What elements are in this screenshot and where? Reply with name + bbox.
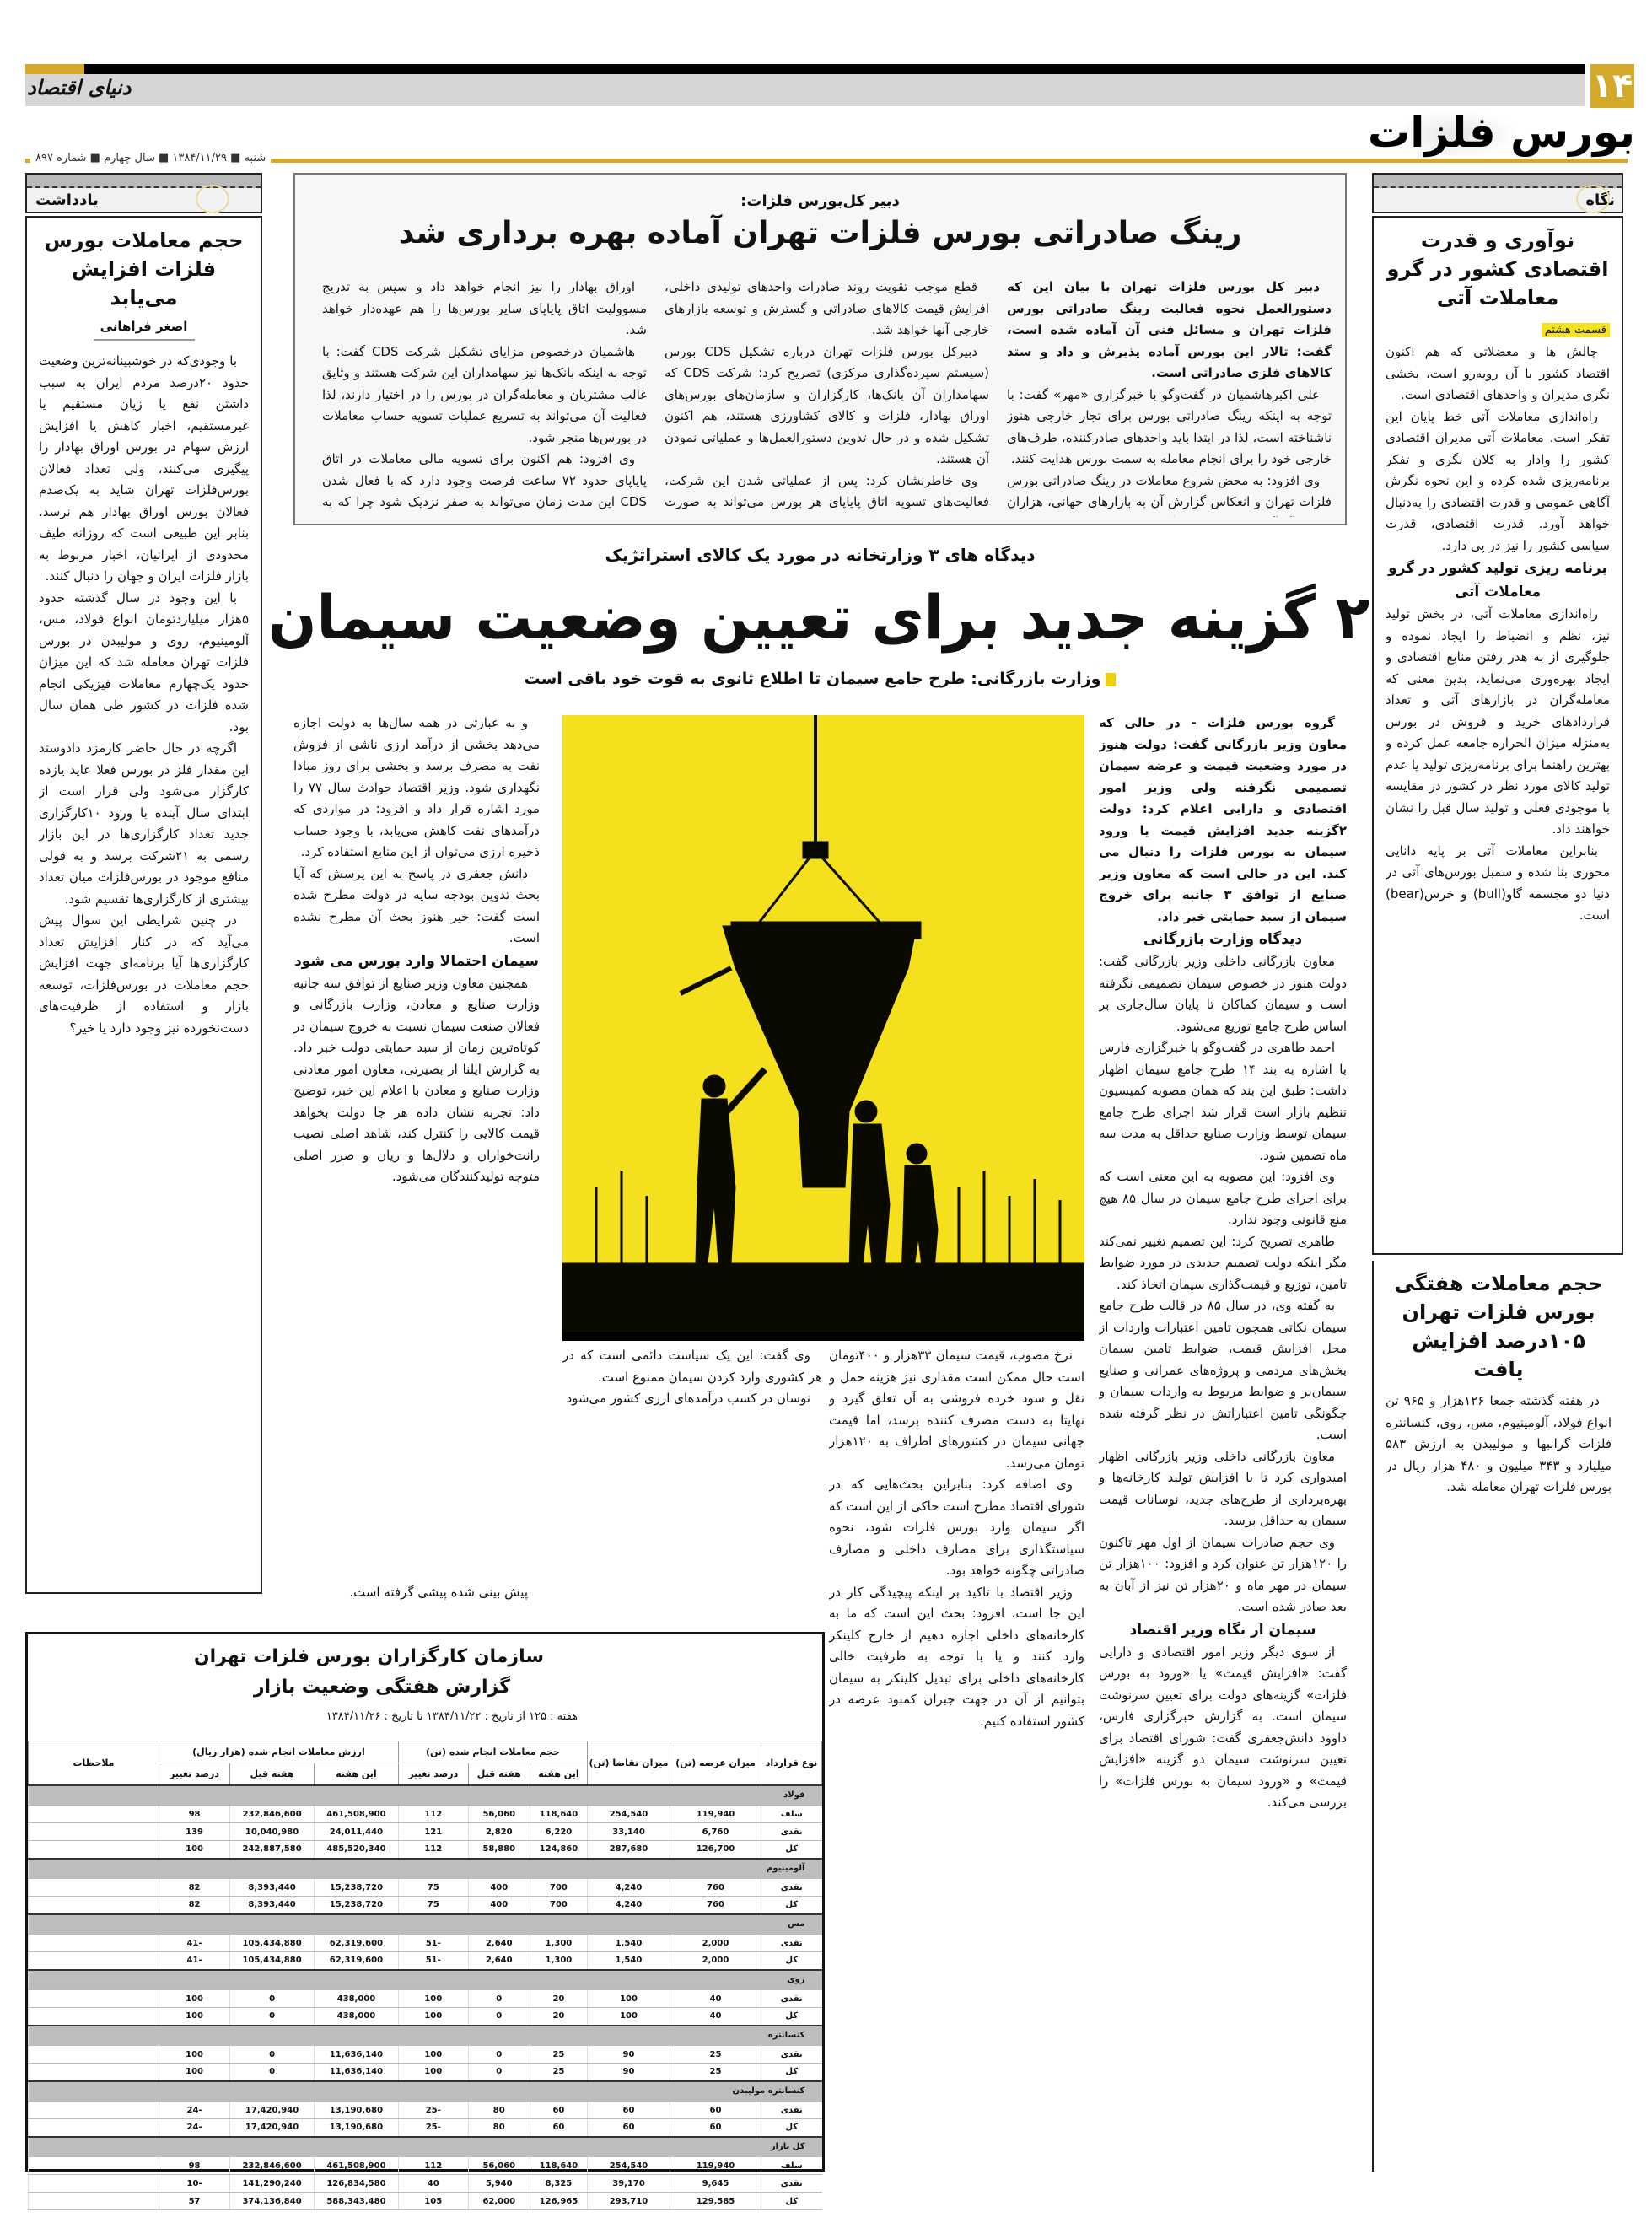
table-row [29,2102,822,2119]
article-title: حجم معاملات بورس فلزات افزایش می‌یابد [44,229,244,309]
newspaper-logo: دنیای اقتصاد [27,76,132,100]
notes-cell [29,2119,159,2137]
table-row [29,2119,822,2137]
table-cell: 60 [530,2102,587,2119]
table-cell: 58,880 [468,1841,530,1859]
table-cell: کل [761,2064,822,2081]
paragraph: در هفته گذشته جمعا ۱۲۶هزار و ۹۶۵ تن انواع فولاد، آلومینیوم، مس، روی، کنسانتره فلزات گرانبها و مولیبدن به ارزش ۵۸۳ میلیارد و ۳۴۳ میلیون و ۴۸۰ هزار ریال در بورس فلزات تهران معامله شد. [1386,1393,1612,1494]
notes-cell [29,2157,159,2175]
table-cell: 700 [530,1897,587,1914]
paragraph: معاون بازرگانی داخلی وزیر بازرگانی گفت: دولت هنوز در خصوص سیمان تصمیمی نگرفته است و سیمان کماکان تا پایان سال‌جاری بر اساس طرح جامع توزیع می‌شود. [1099,954,1347,1034]
table-cell: 760 [670,1897,761,1914]
table-cell: 0 [468,2046,530,2064]
table-cell: 33,140 [588,1823,670,1841]
story-column [1007,277,1332,517]
table-cell: -10 [159,2175,230,2193]
table-cell: 438,000 [315,1990,399,2008]
table-cell: 90 [588,2064,670,2081]
table-cell: -25 [398,2119,468,2137]
paragraph: پیش بینی شده پیشی گرفته است. [349,1585,528,1600]
table-cell: 100 [159,1841,230,1859]
table-cell: -41 [159,1935,230,1952]
paragraph: با این وجود در سال گذشته حدود ۵هزار میلیاردتومان انواع فولاد، مس، آلومینیوم، روی و مولیبدن در بورس فلزات تهران معامله شد که این میزان حدود یک‌چهارم معاملات فیزیکی انجام شده فلزات در کشور طی همان سال بود. [39,589,249,735]
page-number: ۱۴ [1590,64,1634,108]
report-title: گزارش هفتگی وضعیت بازار [253,1677,510,1698]
paragraph: راه‌اندازی معاملات آتی، در بخش تولید نیز، نظم و انضباط را ایجاد نموده و جلوگیری از به هدر رفتن منابع اقتصادی و ایجاد بهره‌وری می‌نماید، بدین معنی که معامله‌گران در بازارهای آتی و تعداد قراردادهای خرید و فروش در بورس به‌منزله میزان الحراره جامعه عمل کرده و بهترین راهنما برای برنامه‌ریزی تولید یا عدم تولید کالای مورد نظر در کشور در مقایسه با موجودی فعلی و تولید سال قبل را نشان خواهند داد. [1386,606,1610,837]
paragraph: گروه بورس فلزات - در حالی که معاون وزیر بازرگانی گفت: دولت هنوز در مورد وضعیت قیمت و عرضه سیمان تصمیمی نگرفته ولی وزیر امور اقتصادی و دارایی اعلام کرد: دولت ۲گزینه جدید افزایش قیمت یا ورود سیمان به بورس فلزات را دنبال می کند. این در حالی است که معاون وزیر صنایع از توافق ۳ جانبه برای خروج سیمان از سبد حمایتی خبر داد. [1099,715,1347,924]
table-cell: 126,700 [670,1841,761,1859]
commodity-group-row [29,1859,822,1879]
weekly-volume-article [1372,1261,1623,2172]
table-cell: 118,640 [530,2157,587,2175]
paragraph: وی گفت: این یک سیاست دائمی است که در هر کشوری وارد کردن سیمان ممنوع است. [562,1348,822,1385]
article-body [1386,342,1610,1261]
table-cell: 1,540 [588,1952,670,1970]
table-cell: 57 [159,2193,230,2210]
notes-cell [29,1841,159,1859]
subtitle-text: وزارت بازرگانی: طرح جامع سیمان تا اطلاع ثانوی به قوت خود باقی است [524,670,1101,688]
table-cell: 105 [398,2193,468,2210]
table-cell: 112 [398,1806,468,1823]
paragraph: و به عبارتی در همه سال‌ها به دولت اجازه می‌دهد بخشی از درآمد ارزی ناشی از فروش نفت به مصرف برسد و بخشی برای روز مبادا نگهداری شود. وزیر اقتصاد حوادث سال ۷۷ را مورد اشاره قرار داد و افزود: در مواردی که درآمدهای نفت کاهش می‌یابد، با وجود حساب ذخیره ارزی می‌توان از این منابع استفاده کرد. [293,715,540,859]
table-cell: 82 [159,1897,230,1914]
paragraph: نرخ مصوب، قیمت سیمان ۳۳هزار و ۴۰۰تومان است حال ممکن است مقداری نیز هزینه حمل و نقل و سود خرده فروشی به آن تعلق گیرد و نهایتا به دست مصرف کننده برسد، اما قیمت جهانی سیمان در کشورهای اطراف به ۱۲۰هزار تومان می‌رسد. [829,1348,1084,1471]
article-title: حجم معاملات هفتگی بورس فلزات تهران ۱۰۵درصد افزایش یافت [1394,1272,1603,1381]
table-cell: 141,290,240 [230,2175,315,2193]
table-cell: 17,420,940 [230,2119,315,2137]
table-cell: 98 [159,1806,230,1823]
table-row [29,2193,822,2210]
header-value-pct: درصد تغییر [159,1763,230,1785]
table-cell: 588,343,480 [315,2193,399,2210]
paragraph: هاشمیان درخصوص مزایای تشکیل شرکت CDS گفت: با توجه به اینکه بانک‌ها نیز سهامداران این شرکت هستند و وثایق غالب مشتریان و معامله‌گران در بورس را در اختیار دارند، لذا فعالیت آن می‌تواند به تسریع عملیات تسویه حساب معاملات در بورس‌ها منجر شود. [322,343,647,445]
table-cell: 6,760 [670,1823,761,1841]
table-cell: 8,325 [530,2175,587,2193]
subheading: دیدگاه وزارت بازرگانی [1143,931,1303,948]
table-cell: 56,060 [468,2157,530,2175]
paragraph: همچنین معاون وزیر صنایع از توافق سه جانبه وزارت صنایع و معادن، وزارت بازرگانی و فعالان صنعت سیمان نسبت به خروج سیمان در کوتاه‌ترین زمان از سبد حمایتی دولت خبر داد. به گزارش ایلنا از بصیرتی، معاون امور معادنی وزارت صنایع و معادن با اعلام این خبر، توضیح داد: تجربه نشان داده هر جا دولت بخواهد قیمت کالایی را کنترل کند، شاهد اصلی نصیب رانت‌خواران و دلال‌ها و زیان و ضرر اصلی متوجه تولیدکنندگان می‌شود. [293,975,540,1184]
table-cell: 2,820 [468,1823,530,1841]
table-cell: 400 [468,1897,530,1914]
table-cell: 119,940 [670,1806,761,1823]
table-cell: 0 [468,2064,530,2081]
masthead-band [25,74,1585,106]
paragraph: وی خاطرنشان کرد: پس از عملیاتی شدن این شرکت، فعالیت‌های تسویه اتاق پایاپای هر بورس می‌تواند به صورت [665,472,989,509]
table-cell: 100 [159,1990,230,2008]
paragraph: قطع موجب تقویت روند صادرات واحدهای تولیدی داخلی، افزایش قیمت کالاهای صادراتی و گسترش و توسعه بازارهای خارجی آنها خواهد شد. [665,279,989,337]
commodity-name: کنسانتره مولیبدن [29,2081,822,2102]
table-cell: 461,508,900 [315,1806,399,1823]
table-cell: 4,240 [588,1897,670,1914]
table-row [29,2175,822,2193]
table-cell: 39,170 [588,2175,670,2193]
table-cell: 11,636,140 [315,2064,399,2081]
story-column [322,277,647,517]
table-cell: 15,238,720 [315,1879,399,1897]
table-cell: 100 [398,2008,468,2026]
table-cell: کل [761,2193,822,2210]
header-value-last-week: هفته قبل [230,1763,315,1785]
table-cell: 112 [398,1841,468,1859]
notes-cell [29,1990,159,2008]
header-volume-this-week: این هفته [530,1763,587,1785]
story-column [562,1345,822,1607]
paragraph: به گفته وی، در سال ۸۵ در قالب طرح جامع سیمان نکاتی همچون تامین اعتبارات واردات از محل افزایش قیمت، ضوابط تامین سیمان بخش‌های مردمی و پروژه‌های عمرانی و صنایع سیمان‌بر و ضوابط مربوط به واردات سیمان و چگونگی تامین اعتباراتش در نظر گرفته شده است. [1099,1298,1347,1442]
table-cell: نقدی [761,1879,822,1897]
paragraph: از سوی دیگر وزیر امور اقتصادی و دارایی گفت: «افزایش قیمت» یا «ورود به بورس فلزات» گزینه‌های دولت برای تعیین سرنوشت سیمان است. به گزارش خبرگزاری فارس، داوود دانش‌جعفری گفت: شورای اقتصاد برای تعیین سرنوشت سیمان دو گزینه «افزایش قیمت» و «ورود سیمان به بورس فلزات» را بررسی می‌کند. [1099,1644,1347,1810]
header-contract-type: نوع قرارداد [761,1741,822,1785]
header-volume-last-week: هفته قبل [468,1763,530,1785]
paragraph: وی افزود: هم اکنون برای تسویه مالی معاملات در اتاق پایاپای حدود ۷۲ ساعت فرصت وجود دارد که با فعال شدن CDS این مدت زمان می‌تواند به صفر نزدیک شود چرا که به [322,451,647,509]
table-cell: 438,000 [315,2008,399,2026]
table-cell: 2,000 [670,1952,761,1970]
table-row [29,2008,822,2026]
table-row [29,1952,822,1970]
column-label: یادداشت [35,191,99,209]
table-cell: 80 [468,2102,530,2119]
table-cell: -51 [398,1952,468,1970]
header-value-group: ارزش معاملات انجام شده (هزار ریال) [159,1741,399,1763]
table-cell: سلف [761,2157,822,2175]
table-cell: 80 [468,2119,530,2137]
table-cell: -24 [159,2102,230,2119]
table-cell: 82 [159,1879,230,1897]
table-cell: 124,860 [530,1841,587,1859]
commodity-group-row [29,2137,822,2157]
paragraph: وی افزود: به محض شروع معاملات در رینگ صادراتی بورس فلزات تهران و انعکاس گزارش آن به بازارهای جهانی، هزاران [1007,472,1332,509]
table-cell: 90 [588,2046,670,2064]
paragraph: دبیرکل بورس فلزات تهران درباره تشکیل CDS بورس (سیستم سپرده‌گذاری مرکزی) تصریح کرد: شرکت CDS که سهامداران آن بانک‌ها، کارگزاران و سازمان‌های بورس‌های اوراق بهادار، فلزات و کالای کشاورزی هستند، هم اکنون تشکیل شده و در حال تدوین دستورالعمل‌ها و عملیاتی نمودن آن هستند. [665,343,989,466]
story-column [293,713,540,1581]
table-cell: 8,393,440 [230,1897,315,1914]
viewpoint-article [1372,216,1623,1255]
table-cell: 0 [230,2064,315,2081]
table-cell: -41 [159,1952,230,1970]
cement-construction-photo [562,715,1084,1332]
table-cell: 105,434,880 [230,1952,315,1970]
table-cell: 232,846,600 [230,1806,315,1823]
table-cell: 60 [530,2119,587,2137]
table-row [29,1841,822,1859]
table-cell: 100 [159,2046,230,2064]
subheading: سیمان احتمالا وارد بورس می شود [293,952,539,970]
series-badge: قسمت هشتم [1542,323,1610,337]
article-body [39,351,249,1616]
subheading: برنامه ریزی تولید کشور در گرو معاملات آتی [1388,560,1607,600]
article-title: نوآوری و قدرت اقتصادی کشور در گرو معاملات آتی [1386,229,1609,309]
table-cell: 4,240 [588,1879,670,1897]
main-story-kicker: دیدگاه های ۳ وزارتخانه در مورد یک کالای استراتژیک [605,545,1036,565]
notes-cell [29,2064,159,2081]
table-cell: 60 [588,2119,670,2137]
commodity-group-row [29,2026,822,2046]
table-cell: 62,000 [468,2193,530,2210]
story-column [1099,713,1347,2159]
paragraph: با وجودی‌که در خوشبینانه‌ترین وضعیت حدود ۲۰درصد مردم ایران به سبب داشتن نفع یا زیان مستقیم یا غیرمستقیم، اخبار کاهش یا افزایش ارزش سهام در بورس اوراق بهادار را پیگیری می‌کنند، ولی تعداد فعالان بورس‌فلزات تهران شاید به یک‌صدم فعالان بورس اوراق بهادار هم نرسد. بنابر این طبیعی است که روزانه طیف محدودی از ایرانیان، اخبار مربوط به بازار فلزات ایران و جهان را دنبال کنند. [39,353,249,584]
paragraph: علی اکبرهاشمیان در گفت‌وگو با خبرگزاری «مهر» گفت: با توجه به اینکه رینگ صادراتی بورس برای تجار خارجی هنوز ناشناخته است، لذا در ابتدا باید واحدهای صادرکننده، طرف‌های خارجی خود را برای انجام معامله به سمت بورس هدایت کنند. [1007,386,1332,466]
table-cell: 25 [530,2046,587,2064]
table-cell: 126,965 [530,2193,587,2210]
notes-cell [29,1879,159,1897]
paragraph: وی حجم صادرات سیمان از اول مهر تاکنون را ۱۲۰هزار تن عنوان کرد و افزود: ۱۰۰هزار تن سیمان در مهر ماه و ۲۰هزار تن نیز از آبان به بعد صادر شده است. [1099,1534,1347,1614]
table-cell: 0 [230,2046,315,2064]
header-supply: میزان عرضه (تن) [670,1741,761,1785]
commodity-group-row [29,1914,822,1935]
commodity-group-row [29,2081,822,2102]
top-story [293,173,1347,525]
table-cell: 2,000 [670,1935,761,1952]
table-cell: 119,940 [670,2157,761,2175]
notes-cell [29,2102,159,2119]
bullet-square-icon [1106,673,1116,686]
table-cell: -24 [159,2119,230,2137]
table-cell: 75 [398,1897,468,1914]
commodity-name: کل بازار [29,2137,822,2157]
table-cell: 100 [588,2008,670,2026]
header-volume-pct: درصد تغییر [398,1763,468,1785]
table-cell: 760 [670,1879,761,1897]
table-cell: نقدی [761,1990,822,2008]
paragraph: در چنین شرایطی این سوال پیش می‌آید که در کنار افزایش تعداد کارگزاری‌ها آیا برنامه‌ای جهت افزایش حجم معاملات در بورس‌فلزات، توسعه بازار و استفاده از ظرفیت‌های دست‌نخورده نیز وجود دارد یا خیر؟ [39,912,249,1036]
globe-icon [196,185,229,213]
table-cell: 100 [159,2008,230,2026]
report-table [28,1741,822,2210]
story-column [829,1345,1084,2159]
paragraph: راه‌اندازی معاملات آتی خط پایان این تفکر است. معاملات آتی مدیران اقتصادی کشور را وادار به کلان نگری و تفکر برنامه‌ریزی شده کرده و این نحوه نگرش آگاهی عمومی و قدرت اقتصادی را به‌دنبال خواهد آورد. قدرت اقتصادی، قدرت سیاسی کشور را نیز در پی دارد. [1386,408,1610,553]
paragraph: نوسان در کسب درآمدهای ارزی کشور می‌شود [566,1391,810,1406]
table-cell: 1,300 [530,1935,587,1952]
header-notes: ملاحظات [29,1741,159,1785]
story-kicker: دبیر کل‌بورس فلزات: [740,192,900,210]
commodity-name: آلومینیوم [29,1859,822,1879]
paragraph: اوراق بهادار را نیز انجام خواهد داد و سپس به تدریج مسوولیت اتاق پایاپای سایر بورس‌ها را هم عهده‌دار خواهد شد. [322,279,647,337]
author-byline: اصغر فراهانی [94,319,195,341]
paragraph: دبیر کل بورس فلزات تهران با بیان این که دستورالعمل نحوه فعالیت رینگ صادراتی بورس فلزات تهران و مسائل فنی آن آماده شده است، گفت: تالار این بورس آماده پذیرش و داد و ستد کالاهای فلزی صادراتی است. [1007,279,1332,380]
table-cell: 60 [670,2102,761,2119]
table-cell: 254,540 [588,1806,670,1823]
photo-caption-bar [562,1332,1084,1341]
table-cell: 62,319,600 [315,1952,399,1970]
paragraph: معاون بازرگانی داخلی وزیر بازرگانی اظهار امیدواری کرد تا با افزایش تولید کارخانه‌ها و بهره‌برداری از طرح‌های جدید، نوسانات قیمت سیمان به حداقل برسد. [1099,1448,1347,1528]
main-story-headline: ۲ گزینه جدید برای تعیین وضعیت سیمان [267,582,1370,653]
table-cell: 6,220 [530,1823,587,1841]
table-row [29,1879,822,1897]
opinion-article [25,216,262,1594]
table-cell: 15,238,720 [315,1897,399,1914]
story-column [665,277,989,517]
table-cell: 0 [468,2008,530,2026]
header-volume-group: حجم معاملات انجام شده (تن) [398,1741,587,1763]
table-cell: 98 [159,2157,230,2175]
header-demand: میزان تقاضا (تن) [588,1741,670,1785]
table-cell: 13,190,680 [315,2119,399,2137]
paragraph: بنابراین معاملات آتی بر پایه دانایی محوری بنا شده و سمبل بورس‌های آتی در دنیا دو مجسمه گاو(bull) و خرس(bear) است. [1386,842,1610,923]
paragraph: احمد طاهری در گفت‌وگو با خبرگزاری فارس با اشاره به بند ۱۴ طرح جامع سیمان اظهار داشت: طبق این بند که همان مصوبه کمیسیون تنظیم بازار است قرار شد اجرای طرح جامع سیمان توسط وزارت صنایع حداقل به مدت سه ماه تضمین شود. [1099,1040,1347,1163]
table-cell: 62,319,600 [315,1935,399,1952]
notes-cell [29,1823,159,1841]
table-cell: 20 [530,2008,587,2026]
table-cell: 40 [670,1990,761,2008]
table-cell: 100 [398,1990,468,2008]
table-cell: 17,420,940 [230,2102,315,2119]
table-cell: 20 [530,1990,587,2008]
table-cell: 121 [398,1823,468,1841]
table-cell: 25 [670,2064,761,2081]
notes-cell [29,1806,159,1823]
table-cell: 100 [398,2064,468,2081]
story-title: رینگ صادراتی بورس فلزات تهران آماده بهره برداری شد [398,216,1242,250]
notes-cell [29,1897,159,1914]
table-row [29,1806,822,1823]
table-cell: کل [761,1841,822,1859]
table-cell: 485,520,340 [315,1841,399,1859]
table-cell: 100 [588,1990,670,2008]
globe-icon [1576,185,1610,213]
table-cell: 1,300 [530,1952,587,1970]
table-cell: 105,434,880 [230,1935,315,1952]
article-body [1386,1391,1612,2192]
paragraph: وی افزود: این مصوبه به این معنی است که برای اجرای طرح جامع سیمان در سال ۸۵ هیچ منع قانونی وجود ندارد. [1099,1169,1347,1227]
table-cell: 100 [398,2046,468,2064]
table-cell: کل [761,1952,822,1970]
table-cell: 8,393,440 [230,1879,315,1897]
dateline: شنبه ■ ۱۳۸۴/۱۱/۲۹ ■ سال چهارم ■ شماره ۸۹۷ [30,152,271,164]
table-cell: 40 [398,2175,468,2193]
table-cell: 242,887,580 [230,1841,315,1859]
table-cell: 129,585 [670,2193,761,2210]
table-cell: 700 [530,1879,587,1897]
notes-cell [29,1935,159,1952]
table-cell: 60 [670,2119,761,2137]
subheading: سیمان از نگاه وزیر اقتصاد [1129,1621,1316,1639]
table-cell: نقدی [761,2175,822,2193]
table-cell: نقدی [761,2046,822,2064]
column-label-box [25,173,262,213]
main-story-subtitle [293,670,1347,688]
table-cell: 60 [588,2102,670,2119]
table-cell: کل [761,2119,822,2137]
table-cell: کل [761,1897,822,1914]
column-label-box [1372,173,1623,213]
table-row [29,1897,822,1914]
table-cell: 0 [468,1990,530,2008]
notes-cell [29,2046,159,2064]
table-cell: -25 [398,2102,468,2119]
table-cell: 118,640 [530,1806,587,1823]
section-title: بورس فلزات [1368,108,1635,157]
table-cell: 126,834,580 [315,2175,399,2193]
table-row [29,1990,822,2008]
table-cell: نقدی [761,1935,822,1952]
report-org-title: سازمان کارگزاران بورس فلزات تهران [193,1646,544,1667]
notes-cell [29,1952,159,1970]
table-cell: 11,636,140 [315,2046,399,2064]
table-cell: 25 [530,2064,587,2081]
table-cell: 9,645 [670,2175,761,2193]
paragraph: اگرچه در حال حاضر کارمزد دادوستد این مقدار فلز در بورس فعلا عاید یازده کارگزار می‌شود ولی قرار است از ابتدای سال آینده با ورود ۱۰کارگزاری جدید تعداد کارگزاری‌ها در این بازار رسمی به ۲۱شرکت برسد و به قولی منافع موجود در بورس‌فلزات میان تعداد بیشتری از کارگزاری‌ها تقسیم شود. [39,740,249,907]
header-value-this-week: این هفته [315,1763,399,1785]
paragraph: وی اضافه کرد: بنابراین بحث‌هایی که در شورای اقتصاد مطرح است حاکی از این است که اگر سیمان وارد بورس فلزات شود، نحوه سیاستگذاری برای مصارف داخلی و مصارف صادراتی چگونه خواهد بود. [829,1477,1084,1578]
table-cell: کل [761,2008,822,2026]
table-cell: 139 [159,1823,230,1841]
table-row [29,2157,822,2175]
masthead-bar [25,64,1585,74]
table-row [29,2064,822,2081]
table-cell: 1,540 [588,1935,670,1952]
commodity-group-row [29,1785,822,1806]
story-column-end [293,1582,540,1604]
table-cell: -51 [398,1935,468,1952]
table-cell: 254,540 [588,2157,670,2175]
weekly-market-report [25,1632,825,2206]
table-cell: 0 [230,1990,315,2008]
table-cell: 400 [468,1879,530,1897]
table-cell: 10,040,980 [230,1823,315,1841]
table-cell: 5,940 [468,2175,530,2193]
notes-cell [29,2008,159,2026]
table-cell: 2,640 [468,1935,530,1952]
table-cell: 374,136,840 [230,2193,315,2210]
paragraph: دانش جعفری در پاسخ به این پرسش که آیا بحث تدوین بودجه سایه در دولت مطرح شده است گفت: خیر هنوز بحث آن مطرح نشده است. [293,865,540,945]
table-cell: 112 [398,2157,468,2175]
notes-cell [29,2175,159,2193]
table-cell: 0 [230,2008,315,2026]
commodity-name: روی [29,1970,822,1990]
notes-cell [29,2193,159,2210]
paragraph: طاهری تصریح کرد: این تصمیم تغییر نمی‌کند مگر اینکه دولت تصمیم جدیدی در مورد ضوابط تامین، توزیع و قیمت‌گذاری سیمان اتخاذ کند. [1099,1233,1347,1292]
table-cell: 100 [159,2064,230,2081]
table-cell: 232,846,600 [230,2157,315,2175]
table-cell: 293,710 [588,2193,670,2210]
table-cell: نقدی [761,2102,822,2119]
table-row [29,1823,822,1841]
table-cell: 75 [398,1879,468,1897]
table-cell: 40 [670,2008,761,2026]
table-cell: سلف [761,1806,822,1823]
table-cell: 287,680 [588,1841,670,1859]
commodity-group-row [29,1970,822,1990]
commodity-name: کنسانتره [29,2026,822,2046]
table-row [29,1935,822,1952]
table-cell: 13,190,680 [315,2102,399,2119]
report-period: هفته : ۱۲۵ از تاریخ : ۱۳۸۴/۱۱/۲۲ تا تاریخ : ۱۳۸۴/۱۱/۲۶ [326,1710,578,1723]
table-cell: 461,508,900 [315,2157,399,2175]
main-headline-area [268,570,1369,665]
paragraph: چالش ها و معضلاتی که هم اکنون اقتصاد کشور با آن روبه‌رو است، بخشی نگری مدیران و واحدهای اقتصادی است. [1386,344,1610,402]
table-cell: 56,060 [468,1806,530,1823]
masthead-accent [25,64,84,74]
table-cell: 24,011,440 [315,1823,399,1841]
table-cell: 25 [670,2046,761,2064]
paragraph: وزیر اقتصاد با تاکید بر اینکه پیچیدگی کار در این جا است، افزود: بحث این است که ما به کارخانه‌های داخلی اجازه دهیم از خارج کلینکر وارد کنند و یا با توجه به ظرفیت خالی کارخانه‌های داخلی برای تبدیل کلینکر به سیمان بتوانیم از آن در جهت جبران کمبود عرضه در کشور استفاده کنیم. [829,1584,1084,1729]
commodity-name: مس [29,1914,822,1935]
table-cell: نقدی [761,1823,822,1841]
commodity-name: فولاد [29,1785,822,1806]
table-row [29,2046,822,2064]
column-label: نگاه [1585,191,1615,209]
table-cell: 2,640 [468,1952,530,1970]
